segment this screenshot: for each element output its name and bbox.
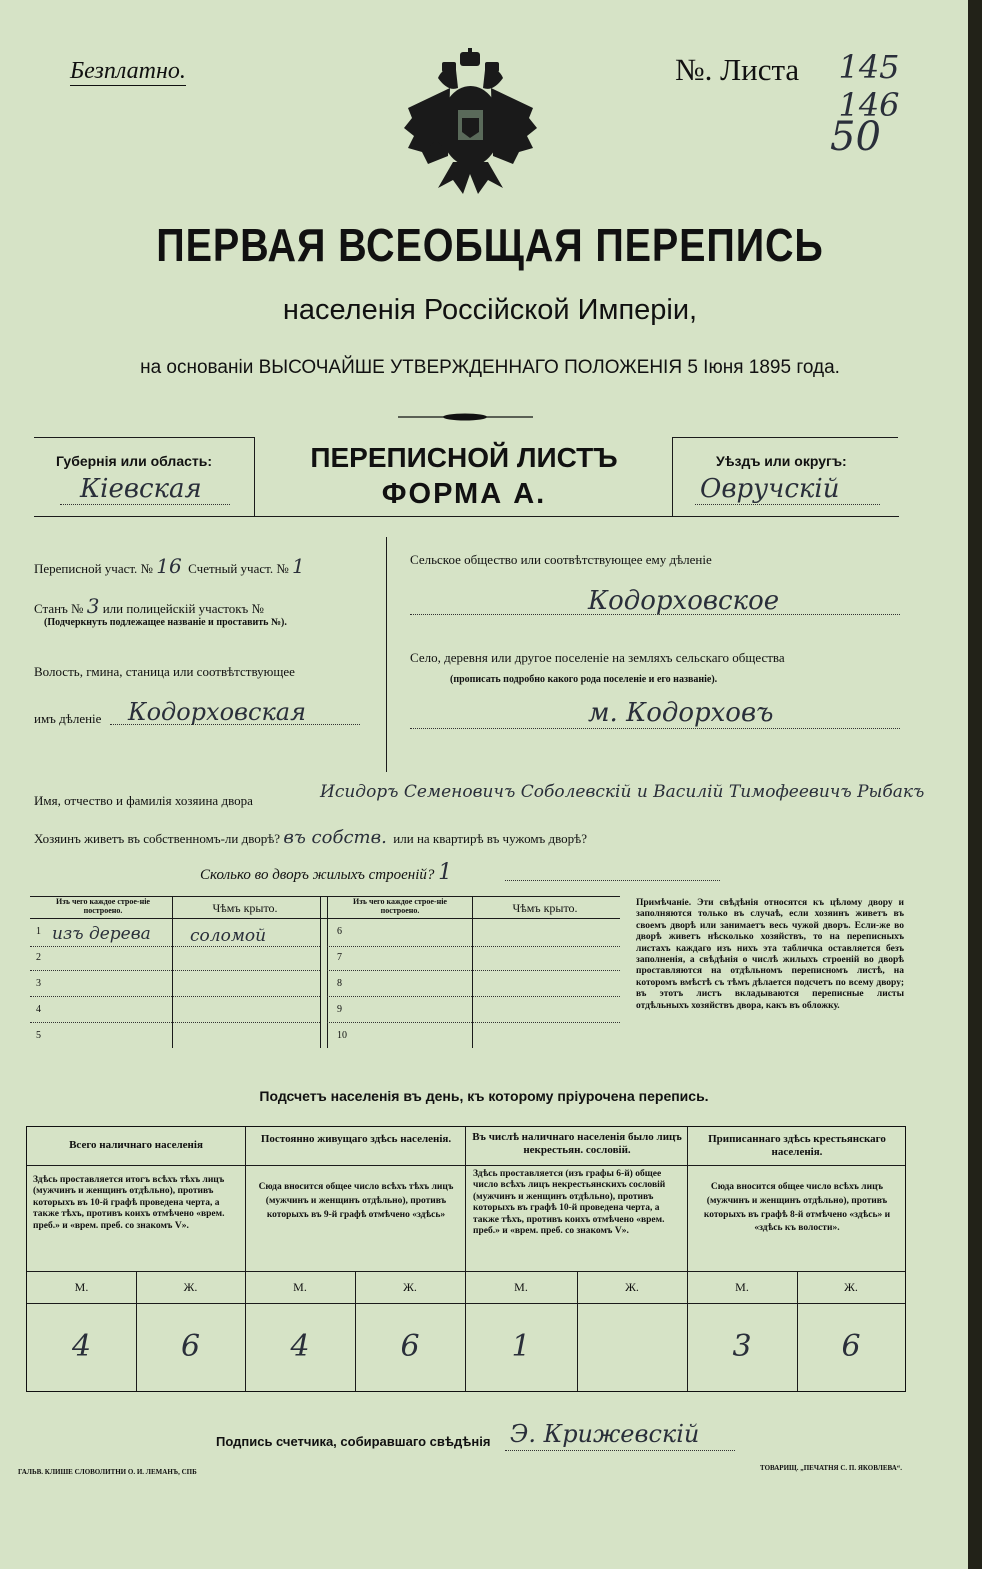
material-header-right: Изъ чего каждое строе-ніе построено. (353, 897, 447, 915)
row-number: 1 (36, 926, 41, 937)
village-note: (прописать подробно какого рода поселеніе и его названіе). (450, 674, 718, 685)
col4-header: Приписаннаго здѣсь крестьянскаго населенія. (708, 1133, 886, 1158)
male-label: М. (74, 1280, 89, 1294)
population-title: Подсчетъ населенія въ день, къ которому пріурочена перепись. (259, 1088, 709, 1104)
row-roof: соломой (190, 926, 267, 946)
col3-desc: Здѣсь проставляется (изъ графы 6-й) общее число всѣхъ лицъ некрестьянскихъ сословій (мужчинъ и женщинъ отдѣльно), противъ которыхъ въ графѣ 10-й проведена черта, а также тѣхъ, противъ коихъ отмѣчено «врем. преб.» и «врем. преб. со знакомъ V». (473, 1169, 666, 1236)
free-label: Безплатно. (70, 58, 186, 84)
sheet-number-value: 145 146 (838, 48, 900, 124)
lives-value: въ собств. (283, 827, 387, 848)
col4-desc: Сюда вносится общее число всѣхъ лицъ (мужчинъ и женщинъ отдѣльно), противъ которыхъ въ графѣ 8-й отмѣчено «здѣсь» и «здѣсь къ волости». (703, 1182, 891, 1234)
female-label: Ж. (625, 1280, 639, 1294)
row-number: 8 (337, 978, 342, 989)
gubernia-label: Губернія или область: (56, 453, 213, 469)
value-nonpeasant-male: 1 (511, 1329, 531, 1364)
population-table (26, 1126, 906, 1392)
count-district-label: Счетный участ. № (188, 561, 289, 576)
census-district-value: 16 (156, 554, 182, 578)
printer-right: ТОВАРИЩ. „ПЕЧАТНЯ С. П. ЯКОВЛЕВА“. (760, 1464, 903, 1472)
owner-name-label: Имя, отчество и фамилія хозяина двора (34, 793, 253, 808)
row-number: 3 (36, 978, 41, 989)
signature-value: Э. Крижевскій (510, 1420, 700, 1448)
ornament-divider (398, 408, 533, 416)
value-total-female: 6 (180, 1329, 201, 1364)
sheet-side-number: 50 (830, 114, 881, 160)
row-number: 6 (337, 926, 342, 937)
col2-desc: Сюда вносится общее число всѣхъ тѣхъ лицъ (мужчинъ и женщинъ отдѣльно), противъ которыхъ въ 9-й графѣ отмѣчено «здѣсь» (258, 1182, 454, 1220)
col2-header: Постоянно живущаго здѣсь населенія. (260, 1133, 452, 1145)
form-title: ПЕРЕПИСНОЙ ЛИСТЪ (310, 442, 618, 473)
col3-header: Въ числѣ наличнаго населенія было лицъ некрестьян. сословій. (472, 1131, 682, 1156)
value-permanent-male: 4 (290, 1329, 310, 1364)
stan-note: (Подчеркнуть подлежащее названіе и проставить №). (44, 617, 287, 628)
value-peasant-male: 3 (732, 1329, 752, 1364)
owner-name-value: Исидоръ Семеновичъ Соболевскій и Василій Тимофеевичъ Рыбакъ (320, 782, 925, 802)
society-label: Сельское общество или соотвѣтствующее ему дѣленіе (410, 552, 712, 567)
basis-line: на основаніи ВЫСОЧАЙШЕ УТВЕРЖДЕННАГО ПОЛОЖЕНІЯ 5 Іюня 1895 года. (140, 357, 840, 378)
buildings-label: Сколько во дворъ жилыхъ строеній? (200, 867, 435, 883)
census-subtitle: населенія Россійской Имперіи, (282, 294, 698, 326)
row-material: изъ дерева (52, 924, 151, 944)
census-district-label: Переписной участ. № (34, 561, 153, 576)
note-text: Примѣчаніе. Эти свѣдѣнія относятся къ цѣлому двору и заполняются только въ случаѣ, если хозяинъ живетъ въ своемъ дворѣ или занимаетъ весь чужой дворъ. Если-же во дворѣ живетъ нѣсколько хозяйствъ, то на переписныхъ листахъ каждаго изъ нихъ эта табличка оставляется безъ заполненія, а свѣдѣнія о числѣ жилыхъ строеній во дворѣ проставляются на отдѣльномъ переписномъ листѣ, на которомъ вмѣстѣ съ тѣмъ дѣлается подсчетъ по всему двору; въ этотъ листъ вкладываются переписные листы отдѣльныхъ хозяйствъ двора, какъ въ обложку. (636, 898, 904, 1011)
female-label: Ж. (183, 1280, 198, 1294)
double-headed-eagle-emblem (398, 48, 543, 198)
village-value: м. Кодорховъ (588, 698, 774, 728)
volost-label: Волость, гмина, станица или соотвѣтствующее (34, 664, 295, 679)
row-number: 4 (36, 1004, 41, 1015)
uezd-label: Уѣздъ или округъ: (716, 453, 847, 469)
apartment-label: или на квартирѣ въ чужомъ дворѣ? (393, 831, 588, 846)
printer-left: ГАЛЬВ. КЛИШЕ СЛОВОЛИТНИ О. И. ЛЕМАНЪ, СПБ (18, 1468, 197, 1476)
col1-desc: Здѣсь проставляется итогъ всѣхъ тѣхъ лицъ (мужчинъ и женщинъ отдѣльно), противъ которыхъ въ 10-й графѣ проведена черта, а также тѣхъ, противъ коихъ отмѣчено «врем. преб.» и «врем. преб. со знакомъ V». (33, 1175, 225, 1231)
roof-header-left: Чѣмъ крыто. (212, 901, 278, 915)
col1-header: Всего наличнаго населенія (69, 1139, 203, 1151)
row-number: 9 (337, 1004, 342, 1015)
society-value: Кодорховское (588, 586, 780, 616)
village-label: Село, деревня или другое поселеніе на земляхъ сельскаго общества (410, 650, 785, 665)
row-number: 5 (36, 1030, 41, 1041)
sheet-number-label: №. Листа (675, 52, 800, 87)
uezd-value: Овручскій (700, 474, 840, 504)
census-title: ПЕРВАЯ ВСЕОБЩАЯ ПЕРЕПИСЬ (156, 219, 824, 271)
buildings-table (30, 896, 620, 1056)
police-label: или полицейскій участокъ № (102, 601, 264, 616)
scan-edge (968, 0, 982, 1569)
material-header-left: Изъ чего каждое строе-ніе построено. (56, 897, 150, 915)
stan-value: 3 (86, 594, 100, 618)
division-value: Кодорховская (128, 698, 306, 726)
value-peasant-female: 6 (841, 1329, 861, 1364)
buildings-value: 1 (438, 860, 453, 885)
male-label: М. (514, 1280, 528, 1294)
count-district-value: 1 (292, 554, 305, 578)
male-label: М. (293, 1280, 307, 1294)
female-label: Ж. (844, 1280, 858, 1294)
male-label: М. (735, 1280, 749, 1294)
value-total-male: 4 (71, 1329, 92, 1364)
female-label: Ж. (403, 1280, 417, 1294)
stan-label: Станъ № (34, 601, 84, 616)
roof-header-right: Чѣмъ крыто. (512, 901, 578, 915)
division-label: имъ дѣленіе (34, 711, 102, 726)
row-number: 10 (337, 1030, 347, 1041)
gubernia-value: Кіевская (80, 474, 202, 504)
value-permanent-female: 6 (400, 1329, 420, 1364)
form-subtitle: ФОРМА А. (381, 478, 547, 510)
row-number: 7 (337, 952, 342, 963)
lives-label: Хозяинъ живетъ въ собственномъ-ли дворѣ? (34, 831, 281, 846)
signature-label: Подпись счетчика, собиравшаго свѣдѣнія (216, 1434, 491, 1449)
row-number: 2 (36, 952, 41, 963)
